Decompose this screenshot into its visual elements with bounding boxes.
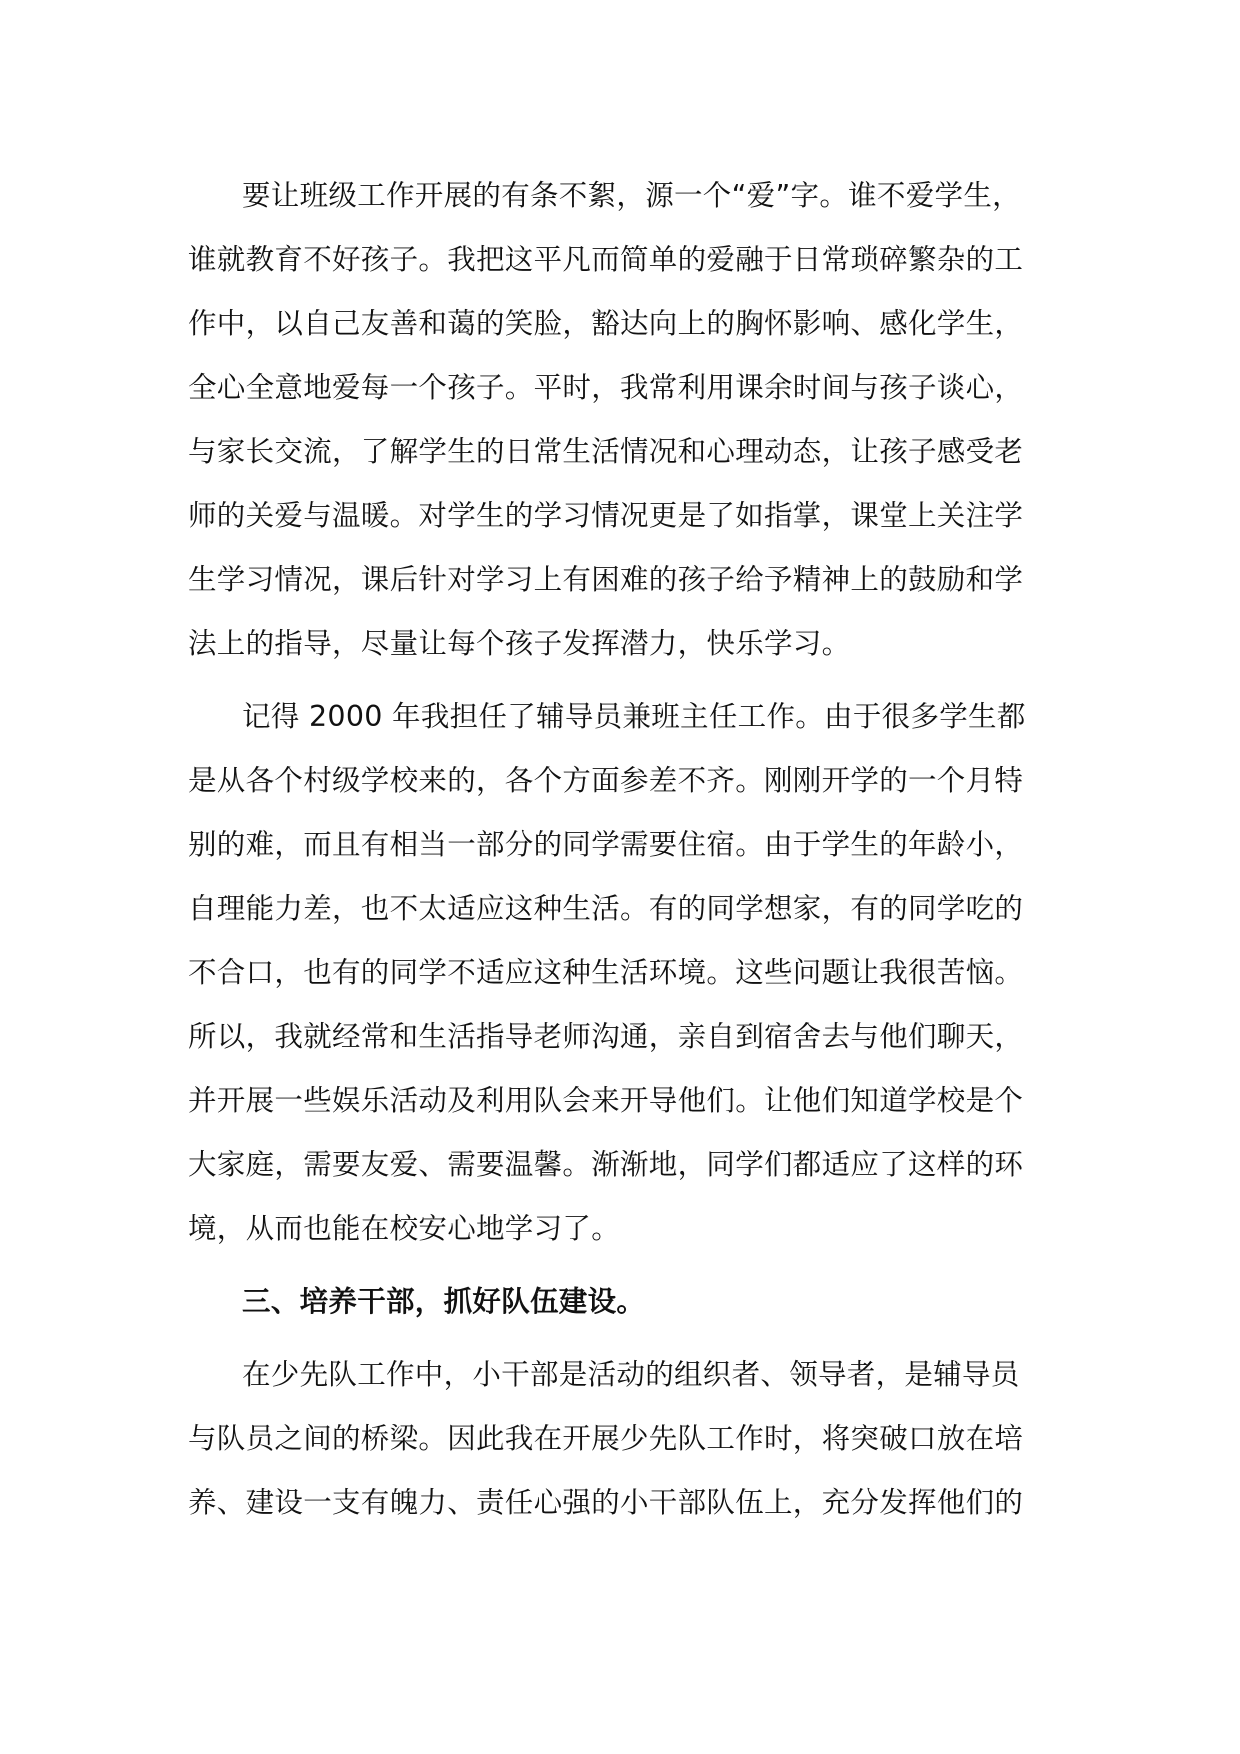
paragraph-1-line-1: 要让班级工作开展的有条不絮，源一个“爱”字。谁不爱学生， [242, 179, 1021, 212]
paragraph-2-line-8: 大家庭，需要友爱、需要温馨。渐渐地，同学们都适应了这样的环 [188, 1148, 1024, 1181]
paragraph-2-line-1: 记得 2000 年我担任了辅导员兼班主任工作。由于很多学生都 [242, 700, 1026, 733]
paragraph-1-line-5: 与家长交流，了解学生的日常生活情况和心理动态，让孩子感受老 [188, 435, 1024, 468]
paragraph-1-line-6: 师的关爱与温暖。对学生的学习情况更是了如指掌，课堂上关注学 [188, 499, 1024, 532]
paragraph-2-line-4: 自理能力差，也不太适应这种生活。有的同学想家，有的同学吃的 [188, 892, 1024, 925]
paragraph-1-line-3: 作中，以自己友善和蔼的笑脸，豁达向上的胸怀影响、感化学生， [188, 307, 1024, 340]
paragraph-1-line-2: 谁就教育不好孩子。我把这平凡而简单的爱融于日常琐碎繁杂的工 [188, 243, 1024, 276]
paragraph-2-line-2: 是从各个村级学校来的，各个方面参差不齐。刚刚开学的一个月特 [188, 764, 1024, 797]
paragraph-1-line-4: 全心全意地爱每一个孩子。平时，我常利用课余时间与孩子谈心， [188, 371, 1024, 404]
paragraph-3-line-3: 养、建设一支有魄力、责任心强的小干部队伍上，充分发挥他们的 [188, 1486, 1024, 1519]
paragraph-2-line-9: 境，从而也能在校安心地学习了。 [188, 1212, 621, 1245]
paragraph-3-line-2: 与队员之间的桥梁。因此我在开展少先队工作时，将突破口放在培 [188, 1422, 1024, 1455]
paragraph-2-line-3: 别的难，而且有相当一部分的同学需要住宿。由于学生的年龄小， [188, 828, 1024, 861]
section-heading: 三、培养干部，抓好队伍建设。 [242, 1285, 646, 1318]
paragraph-2-line-6: 所以，我就经常和生活指导老师沟通，亲自到宿舍去与他们聊天， [188, 1020, 1024, 1053]
paragraph-2-line-5: 不合口，也有的同学不适应这种生活环境。这些问题让我很苦恼。 [188, 956, 1024, 989]
paragraph-1-line-7: 生学习情况，课后针对学习上有困难的孩子给予精神上的鼓励和学 [188, 563, 1024, 596]
paragraph-3-line-1: 在少先队工作中，小干部是活动的组织者、领导者，是辅导员 [242, 1358, 1020, 1391]
paragraph-1-line-8: 法上的指导，尽量让每个孩子发挥潜力，快乐学习。 [188, 627, 851, 660]
paragraph-2-line-7: 并开展一些娱乐活动及利用队会来开导他们。让他们知道学校是个 [188, 1084, 1024, 1117]
